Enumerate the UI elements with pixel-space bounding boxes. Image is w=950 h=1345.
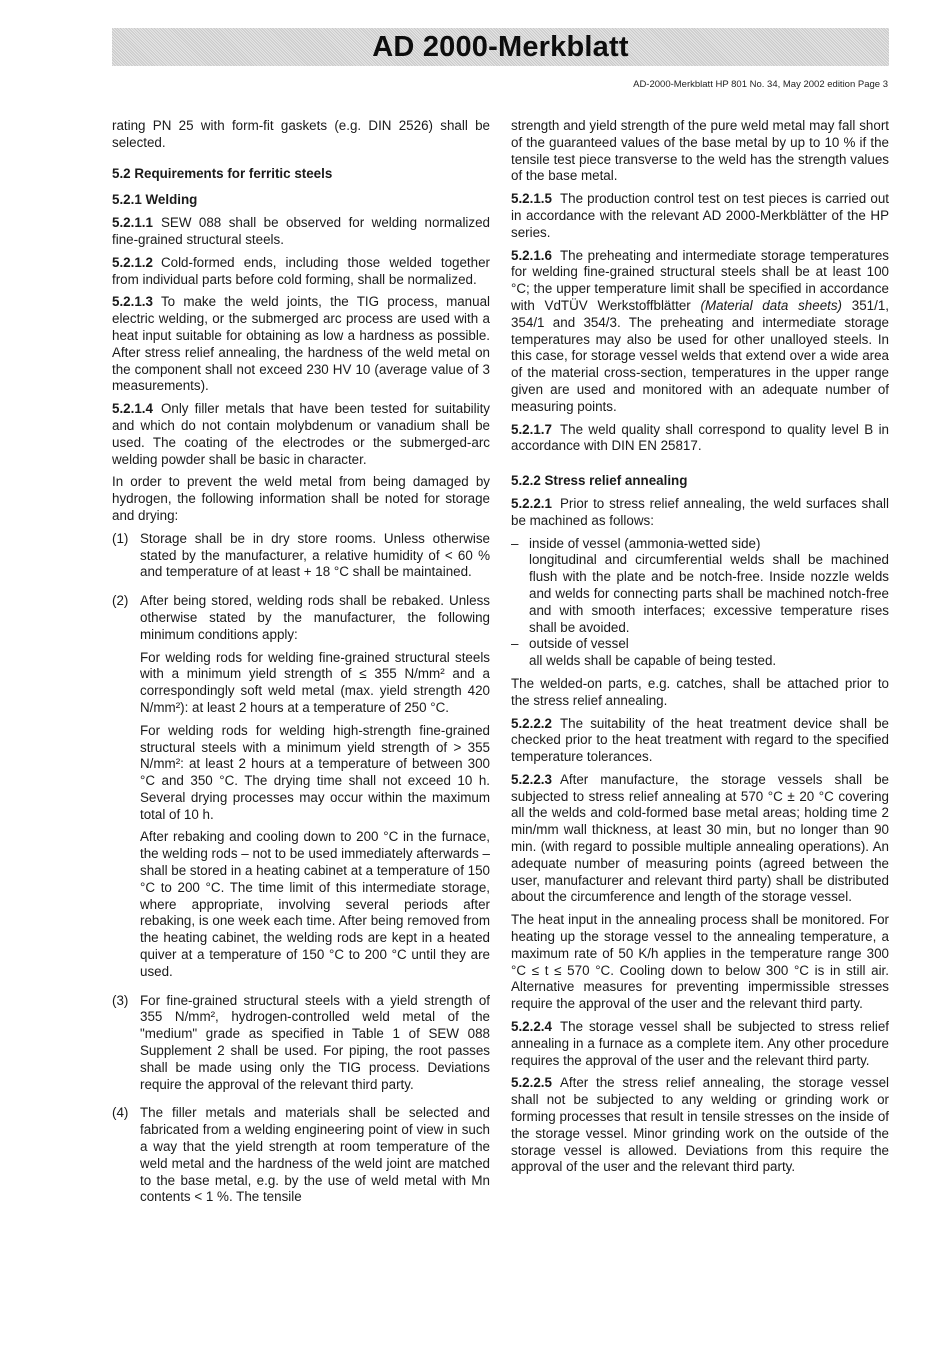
section-number: 5.2.2.2 [511, 715, 552, 731]
list-marker: (3) [112, 992, 129, 1008]
heading-5-2-1: 5.2.1 Welding [112, 192, 198, 208]
right-column [511, 118, 889, 1182]
section-5-2-1-5: 5.2.1.5 The production control test on test pieces is carried out in accordance with the relevant AD 2000-Merkblätter of the HP series. [511, 191, 889, 240]
continued-paragraph: strength and yield strength of the pure weld metal may fall short of the guaranteed values of the base metal by up to 10 % if the tensile test piece transverse to the weld has the strength values of the base metal. [511, 118, 889, 184]
section-5-2-2-3: 5.2.2.3 After manufacture, the storage vessels shall be subjected to stress relief annealing at 570 °C ± 20 °C covering all the welds and cold-formed base metal areas; holding time 2 min/mm wall thickness, at least 30 min, but no longer than 90 min. (with regard to possible multiple annealing operations). An adequate number of measuring points (agreed between the user, manufacturer and relevant third party) shall be distributed about the circumference and length of the storage vessel. [511, 771, 889, 905]
left-column [112, 118, 490, 1218]
welded-parts-paragraph: The welded-on parts, e.g. catches, shall be attached prior to the stress relief annealing. [511, 675, 889, 708]
section-number: 5.2.1.1 [112, 215, 153, 231]
dash-item: – inside of vessel (ammonia-wetted side) [511, 535, 761, 551]
list-item-1: (1) Storage shall be in dry store rooms. Unless otherwise stated by the manufacturer, a relative humidity of < 60 % and temperature of at least + 18 °C shall be maintained. [112, 531, 490, 587]
dash-item: – outside of vessel [511, 636, 629, 652]
section-number: 5.2.2.1 [511, 495, 552, 511]
heading-5-2: 5.2 Requirements for ferritic steels [112, 165, 333, 181]
section-5-2-1-1: 5.2.1.1 SEW 088 shall be observed for welding normalized fine-grained structural steels. [112, 215, 490, 247]
section-5-2-1-3: 5.2.1.3 To make the weld joints, the TIG process, manual electric welding, or the submerged arc process are used with a heat input suitable for obtaining as low a hardness as possible. After stress relief annealing, the hardness of the weld metal on the component shall not exceed 230 HV 10 (average value of 3 measurements). [112, 294, 490, 394]
section-5-2-2-4: 5.2.2.4 The storage vessel shall be subjected to stress relief annealing in a furnace as a complete item. Any other procedure requires the approval of the user and the relevant third party. [511, 1019, 889, 1068]
document-banner [112, 28, 889, 66]
list-marker: (1) [112, 530, 129, 546]
section-number: 5.2.2.3 [511, 771, 552, 787]
section-number: 5.2.1.3 [112, 294, 153, 310]
section-number: 5.2.1.4 [112, 401, 153, 417]
section-5-2-2-2: 5.2.2.2 The suitability of the heat treatment device shall be checked prior to the heat treatment with regard to the specified temperature tolerances. [511, 715, 889, 765]
banner-title: AD 2000-Merkblatt [372, 30, 629, 63]
running-head: AD-2000-Merkblatt HP 801 No. 34, May 2002 edition Page 3 [633, 79, 888, 90]
section-number: 5.2.2.5 [511, 1075, 552, 1091]
list-item-4: (4) The filler metals and materials shall be selected and fabricated from a welding engineering point of view in such a way that the yield strength at room temperature of the weld metal and the hardness of the weld joint are matched to the base metal, e.g. by the use of weld metal with Mn contents < 1 %. The tensile [112, 1105, 490, 1212]
section-number: 5.2.1.2 [112, 254, 153, 270]
heat-input-paragraph: The heat input in the annealing process shall be monitored. For heating up the storage vessel to the annealing temperature, a maximum rate of 50 K/h applies in the temperature range 300 °C ≤ t ≤ 570 °C. Cooling down to below 300 °C is in still air. Alternative measures for preventing impermissible stresses require the approval of the user and the relevant third party. [511, 912, 889, 1012]
heading-5-2-2: 5.2.2 Stress relief annealing [511, 473, 688, 489]
section-number: 5.2.1.5 [511, 191, 552, 207]
section-5-2-1-6: 5.2.1.6 The preheating and intermediate storage temperatures for welding fine-grained structural steels shall be at least 100 °C; the upper temperature limit shall be specified in accordance with VdTÜV Werkstoffblätter (Material data sheets) 351/1, 354/1 and 354/3. The preheating and intermediate storage temperatures may also be used for other unalloyed steels. In this case, for storage vessel welds that extend over a wide area of the material cross-section, temperatures in the upper range given are used and monitored with an adequate number of measuring points. [511, 247, 889, 414]
section-number: 5.2.1.6 [511, 247, 552, 263]
list-marker: (2) [112, 593, 129, 609]
section-5-2-2-5: 5.2.2.5 After the stress relief annealing, the storage vessel shall not be subjected to any welding or grinding work or forming processes that result in tensile stresses on the inside of the storage vessel. Minor grinding work on the outside of the storage vessel is allowed. Deviations from this require the approval of the user and the relevant third party. [511, 1075, 889, 1175]
list-marker: (4) [112, 1105, 129, 1121]
list-item-2: (2) After being stored, welding rods shall be rebaked. Unless otherwise stated by the manufacturer, the following minimum conditions apply: For welding rods for welding fine-grained structural steels with a minimum yield strength of ≤ 355 N/mm² and a correspondingly soft weld metal (max. yield strength 420 N/mm²): at least 2 hours at a temperature of 250 °C. For welding rods for welding high-strength fine-grained structural steels with a minimum yield strength of > 355 N/mm²: at least 2 hours at a temperature of between 300 °C and 350 °C. The drying time shall not exceed 10 h. Several drying processes may occur within the maximum total of 10 h. After rebaking and cooling down to 200 °C in the furnace, the welding rods – not to be used immediately afterwards – shall be stored in a heating cabinet at a temperature of 150 °C to 200 °C. The time limit of this intermediate storage, where appropriate, involving several periods after rebaking, is one week each time. After being removed from the heating cabinet, the welding rods are kept in a heated quiver at a temperature of 150 °C to 200 °C until they are used. [112, 593, 490, 987]
section-number: 5.2.2.4 [511, 1019, 552, 1035]
section-number: 5.2.1.7 [511, 421, 552, 437]
storage-intro: In order to prevent the weld metal from being damaged by hydrogen, the following information shall be noted for storage and drying: [112, 474, 490, 523]
section-5-2-1-4: 5.2.1.4 Only filler metals that have been tested for suitability and which do not contain molybdenum or vanadium shall be used. The coating of the electrodes or the submerged-arc welding powder shall be basic in character. [112, 401, 490, 467]
dash-list: – inside of vessel (ammonia-wetted side) longitudinal and circumferential welds shall be machined flush with the plate and be notch-free. Inside nozzle welds and welds for connecting parts shall be machined notch-free and with smooth interfaces; excessive temperature rises shall be avoided. – outside of vessel all welds shall be capable of being tested. [511, 535, 889, 669]
section-5-2-1-2: 5.2.1.2 Cold-formed ends, including those welded together from individual parts before cold forming, shall be normalized. [112, 254, 490, 287]
list-item-3: (3) For fine-grained structural steels with a yield strength of 355 N/mm², hydrogen-controlled weld metal of the "medium" grade as specified in Table 1 of SEW 088 Supplement 2 shall be used. For piping, the root passes shall be made using only the TIG process. Deviations require the approval of the relevant third party. [112, 993, 490, 1100]
intro-paragraph: rating PN 25 with form-fit gaskets (e.g. DIN 2526) shall be selected. [112, 118, 490, 150]
section-5-2-2-1: 5.2.2.1 Prior to stress relief annealing, the weld surfaces shall be machined as follows: [511, 495, 889, 528]
section-5-2-1-7: 5.2.1.7 The weld quality shall correspond to quality level B in accordance with DIN EN 25817. [511, 421, 889, 454]
